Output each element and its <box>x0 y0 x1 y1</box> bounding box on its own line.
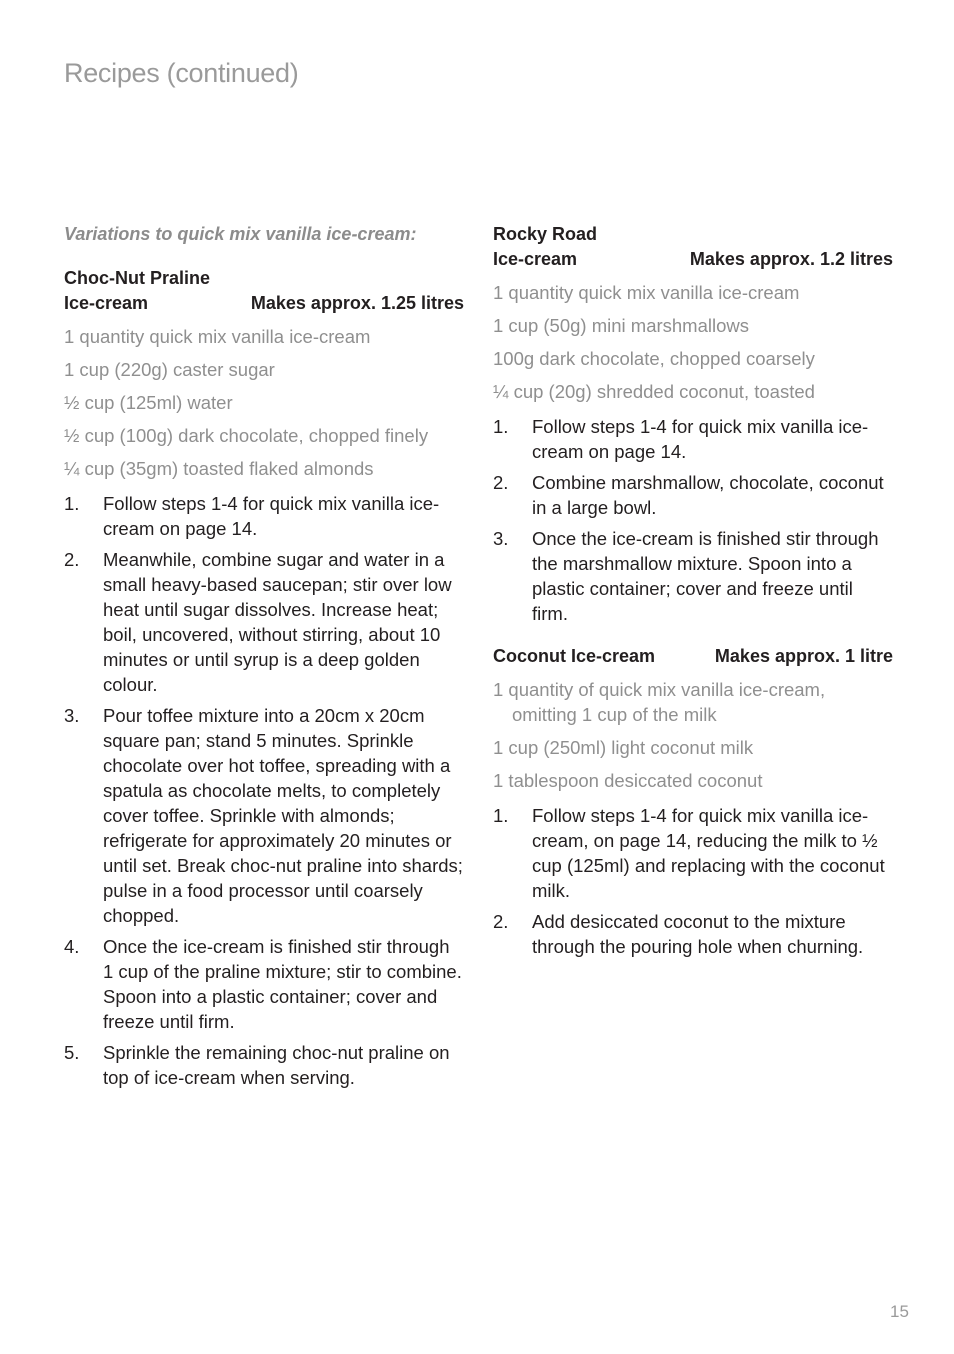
page-number: 15 <box>890 1302 909 1321</box>
right-column <box>493 222 893 977</box>
step-text: Once the ice-cream is finished stir through 1 cup of the praline mixture; stir to combine. Spoon into a plastic container; cover and freeze until firm. <box>103 936 462 1032</box>
recipe-name-line2: Ice-cream <box>493 249 578 269</box>
step-text: Follow steps 1-4 for quick mix vanilla ice-cream, on page 14, reducing the milk to ½ cup (125ml) and replacing with the coconut milk. <box>532 805 885 901</box>
ingredient-item: 1 cup (250ml) light coconut milk <box>493 737 754 758</box>
step-item <box>64 934 464 1034</box>
recipe-header <box>64 266 464 316</box>
step-number: 1. <box>493 416 509 437</box>
step-number: 4. <box>64 936 80 957</box>
step-text: Pour toffee mixture into a 20cm x 20cm square pan; stand 5 minutes. Sprinkle chocolate over hot toffee, spreading with a spatula as chocolate melts, to completely cover toffee. Sprinkle with almonds; refrigerate for approximately 20 minutes or until set. Break choc-nut praline into shards; pulse in a food processor until coarsely chopped. <box>103 705 463 926</box>
ingredient-item: ½ cup (125ml) water <box>64 392 233 413</box>
recipe-choc-nut-praline <box>64 266 464 1090</box>
step-number: 3. <box>493 528 509 549</box>
page-title: Recipes (continued) <box>64 58 299 88</box>
method-steps <box>64 491 464 1090</box>
method-steps <box>493 803 893 959</box>
ingredient-list <box>493 280 893 404</box>
ingredient-item: 1 tablespoon desiccated coconut <box>493 770 763 791</box>
variations-heading: Variations to quick mix vanilla ice-cream: <box>64 224 417 244</box>
recipe-name-line1: Choc-Nut Praline <box>64 268 211 288</box>
left-column <box>64 222 464 1108</box>
ingredient-item: 1 quantity of quick mix vanilla ice-cream, omitting 1 cup of the milk <box>493 679 826 725</box>
recipe-yield: Makes approx. 1 litre <box>714 646 893 666</box>
step-number: 2. <box>493 472 509 493</box>
ingredient-item: ¼ cup (20g) shredded coconut, toasted <box>493 381 815 402</box>
step-item <box>493 470 893 520</box>
ingredient-item: 1 quantity quick mix vanilla ice-cream <box>493 282 800 303</box>
ingredient-item: 1 cup (220g) caster sugar <box>64 359 275 380</box>
recipe-name: Coconut Ice-cream <box>493 646 656 666</box>
step-number: 2. <box>64 549 80 570</box>
step-text: Meanwhile, combine sugar and water in a small heavy-based saucepan; stir over low heat until sugar dissolves. Increase heat; boil, uncovered, without stirring, about 10 minutes or until syrup is a deep golden colour. <box>103 549 452 695</box>
ingredient-item: 1 cup (50g) mini marshmallows <box>493 315 750 336</box>
step-number: 3. <box>64 705 80 726</box>
step-item <box>64 703 464 928</box>
step-number: 5. <box>64 1042 80 1063</box>
method-steps <box>493 414 893 626</box>
step-text: Sprinkle the remaining choc-nut praline on top of ice-cream when serving. <box>103 1042 450 1088</box>
step-text: Once the ice-cream is finished stir through the marshmallow mixture. Spoon into a plastic container; cover and freeze until firm. <box>532 528 879 624</box>
step-text: Follow steps 1-4 for quick mix vanilla ice-cream on page 14. <box>532 416 869 462</box>
step-item <box>64 491 464 541</box>
step-item <box>493 526 893 626</box>
ingredient-item: ¼ cup (35gm) toasted flaked almonds <box>64 458 374 479</box>
recipe-rocky-road <box>493 222 893 626</box>
step-item <box>493 414 893 464</box>
recipe-name-line2: Ice-cream <box>64 293 149 313</box>
ingredient-list <box>64 324 464 481</box>
step-item <box>64 547 464 697</box>
ingredient-list <box>493 677 893 793</box>
step-number: 1. <box>493 805 509 826</box>
step-item <box>493 803 893 903</box>
step-item <box>493 909 893 959</box>
ingredient-item: 100g dark chocolate, chopped coarsely <box>493 348 815 369</box>
step-number: 1. <box>64 493 80 514</box>
step-text: Combine marshmallow, chocolate, coconut in a large bowl. <box>532 472 884 518</box>
recipe-coconut <box>493 644 893 959</box>
recipe-header <box>493 644 893 669</box>
ingredient-item: 1 quantity quick mix vanilla ice-cream <box>64 326 371 347</box>
recipe-name-line1: Rocky Road <box>493 224 598 244</box>
recipe-header <box>493 222 893 272</box>
step-text: Follow steps 1-4 for quick mix vanilla ice-cream on page 14. <box>103 493 440 539</box>
recipe-yield: Makes approx. 1.2 litres <box>689 249 893 269</box>
step-number: 2. <box>493 911 509 932</box>
ingredient-item: ½ cup (100g) dark chocolate, chopped finely <box>64 425 429 446</box>
step-item <box>64 1040 464 1090</box>
step-text: Add desiccated coconut to the mixture through the pouring hole when churning. <box>532 911 864 957</box>
recipe-yield: Makes approx. 1.25 litres <box>250 293 464 313</box>
